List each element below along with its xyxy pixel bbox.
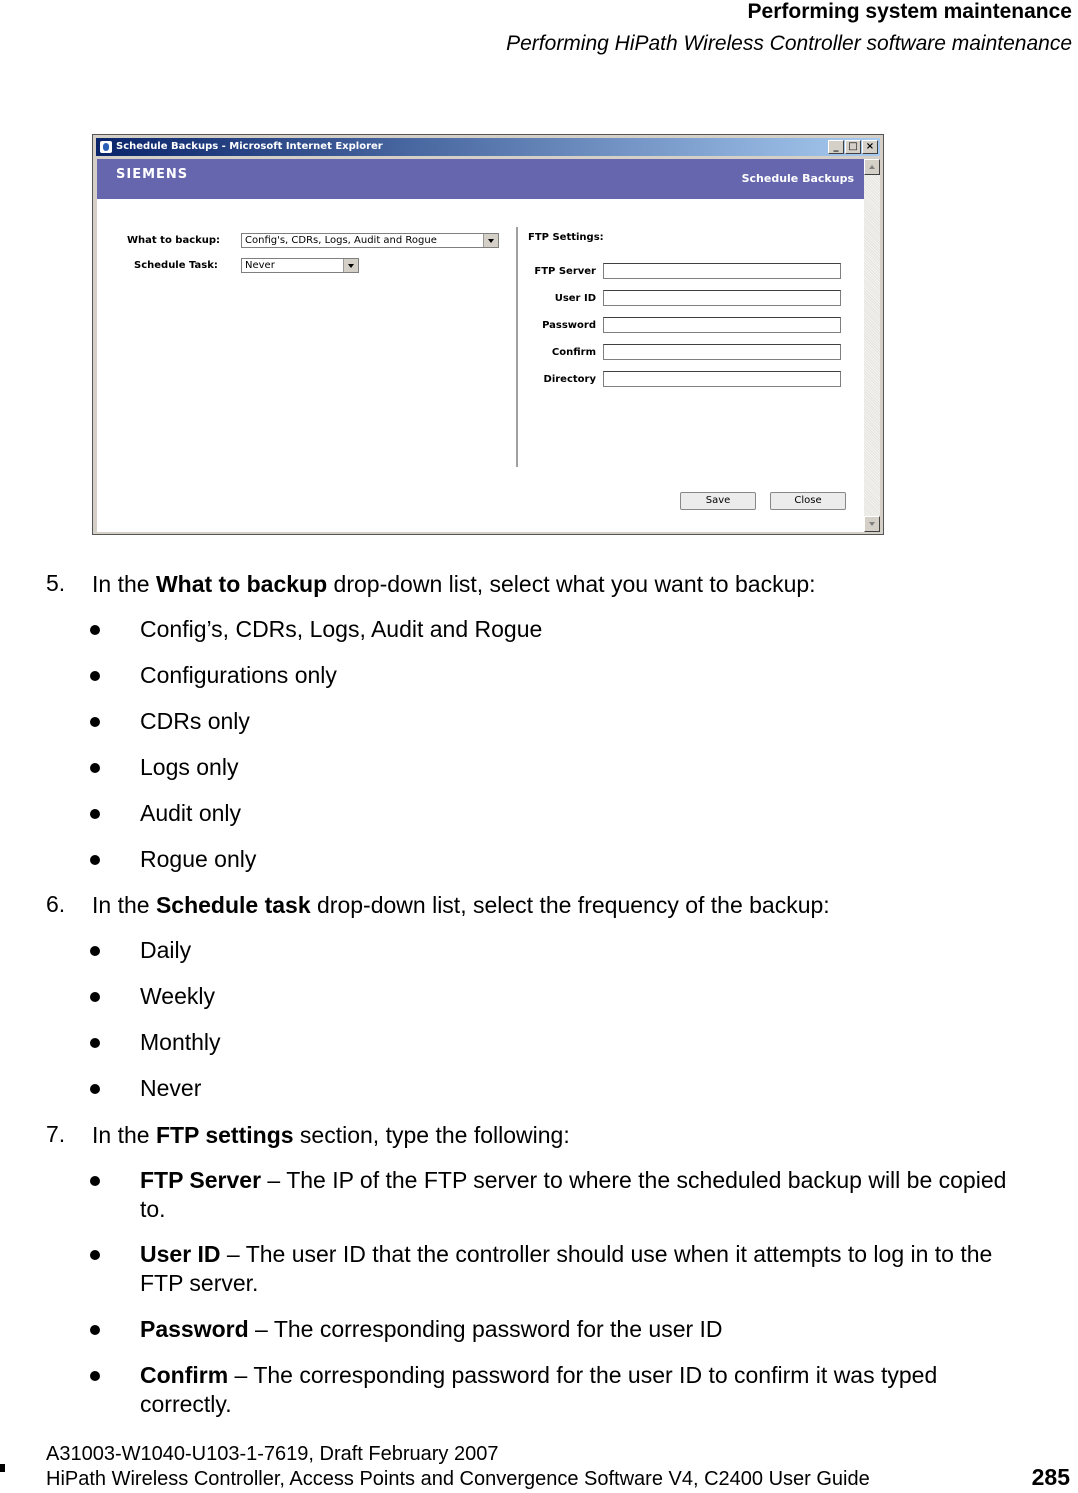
list-item: Configurations only (140, 662, 337, 688)
list-item-continuation: to. (140, 1196, 166, 1222)
bullet-icon (90, 1250, 100, 1260)
save-button[interactable]: Save (680, 492, 756, 510)
section-divider (516, 227, 518, 467)
step-text: In the FTP settings section, type the following: (92, 1122, 570, 1148)
minimize-button[interactable]: _ (828, 140, 844, 154)
bullet-icon (90, 1371, 100, 1381)
bullet-icon (90, 671, 100, 681)
list-item: Confirm – The corresponding password for the user ID to confirm it was typed (140, 1362, 938, 1388)
bullet-icon (90, 1176, 100, 1186)
schedule-task-value: Never (245, 260, 275, 271)
chevron-down-icon[interactable] (483, 234, 498, 247)
page-number: 285 (1031, 1464, 1070, 1490)
page-header-title: Performing system maintenance (747, 0, 1072, 23)
step-number: 7. (46, 1121, 66, 1147)
page-header-subtitle: Performing HiPath Wireless Controller software maintenance (506, 32, 1072, 55)
bullet-icon (90, 992, 100, 1002)
bullet-icon (90, 1038, 100, 1048)
list-item: Weekly (140, 983, 215, 1009)
list-item: Config’s, CDRs, Logs, Audit and Rogue (140, 616, 543, 642)
siemens-logo: SIEMENS (116, 167, 189, 182)
list-item: Audit only (140, 800, 242, 826)
list-item-continuation: correctly. (140, 1391, 232, 1417)
ftp-server-label: FTP Server (534, 266, 596, 277)
bullet-icon (90, 625, 100, 635)
user-id-input[interactable] (603, 290, 841, 306)
list-item: Daily (140, 937, 192, 963)
directory-label: Directory (543, 374, 596, 385)
bullet-icon (90, 1084, 100, 1094)
ftp-settings-heading: FTP Settings: (528, 232, 604, 243)
confirm-label: Confirm (551, 347, 596, 358)
window-titlebar (96, 138, 880, 156)
scroll-up-button[interactable] (864, 159, 880, 175)
bullet-icon (90, 1325, 100, 1335)
maximize-button[interactable]: □ (845, 140, 861, 154)
close-button[interactable]: Close (770, 492, 846, 510)
schedule-task-label: Schedule Task: (134, 260, 218, 271)
banner (97, 159, 864, 199)
banner-title: Schedule Backups (741, 172, 854, 185)
footer-doc-id: A31003-W1040-U103-1-7619, Draft February 2007 (46, 1443, 499, 1465)
what-to-backup-label: What to backup: (127, 235, 221, 246)
bullet-icon (90, 946, 100, 956)
directory-input[interactable] (603, 371, 841, 387)
list-item: FTP Server – The IP of the FTP server to where the scheduled backup will be copied (140, 1167, 1007, 1193)
password-label: Password (542, 320, 596, 331)
window-title: Schedule Backups - Microsoft Internet Explorer (116, 141, 383, 152)
vertical-scrollbar[interactable] (864, 159, 880, 532)
list-item: CDRs only (140, 708, 250, 734)
step-number: 5. (46, 570, 66, 596)
list-item-continuation: FTP server. (140, 1270, 259, 1296)
schedule-task-select[interactable] (241, 258, 359, 273)
footer-marker (0, 1464, 5, 1472)
internet-explorer-icon (100, 141, 112, 153)
list-item: Password – The corresponding password for the user ID (140, 1316, 723, 1342)
what-to-backup-value: Config's, CDRs, Logs, Audit and Rogue (245, 235, 437, 246)
bullet-icon (90, 763, 100, 773)
step-text: In the Schedule task drop-down list, select the frequency of the backup: (92, 892, 830, 918)
bullet-icon (90, 809, 100, 819)
bullet-icon (90, 855, 100, 865)
schedule-backups-window (92, 134, 884, 535)
close-window-button[interactable]: × (862, 140, 878, 154)
user-id-label: User ID (554, 293, 596, 304)
ftp-server-input[interactable] (603, 263, 841, 279)
footer-guide-title: HiPath Wireless Controller, Access Points and Convergence Software V4, C2400 User Guide (46, 1468, 870, 1490)
step-text: In the What to backup drop-down list, select what you want to backup: (92, 571, 816, 597)
list-item: Rogue only (140, 846, 257, 872)
list-item: Never (140, 1075, 202, 1101)
page-content (97, 159, 864, 532)
what-to-backup-select[interactable] (241, 233, 499, 248)
password-input[interactable] (603, 317, 841, 333)
scroll-down-button[interactable] (864, 516, 880, 532)
chevron-down-icon[interactable] (343, 259, 358, 272)
confirm-input[interactable] (603, 344, 841, 360)
list-item: Monthly (140, 1029, 221, 1055)
list-item: User ID – The user ID that the controller should use when it attempts to log in to the (140, 1241, 993, 1267)
bullet-icon (90, 717, 100, 727)
step-number: 6. (46, 891, 66, 917)
list-item: Logs only (140, 754, 239, 780)
